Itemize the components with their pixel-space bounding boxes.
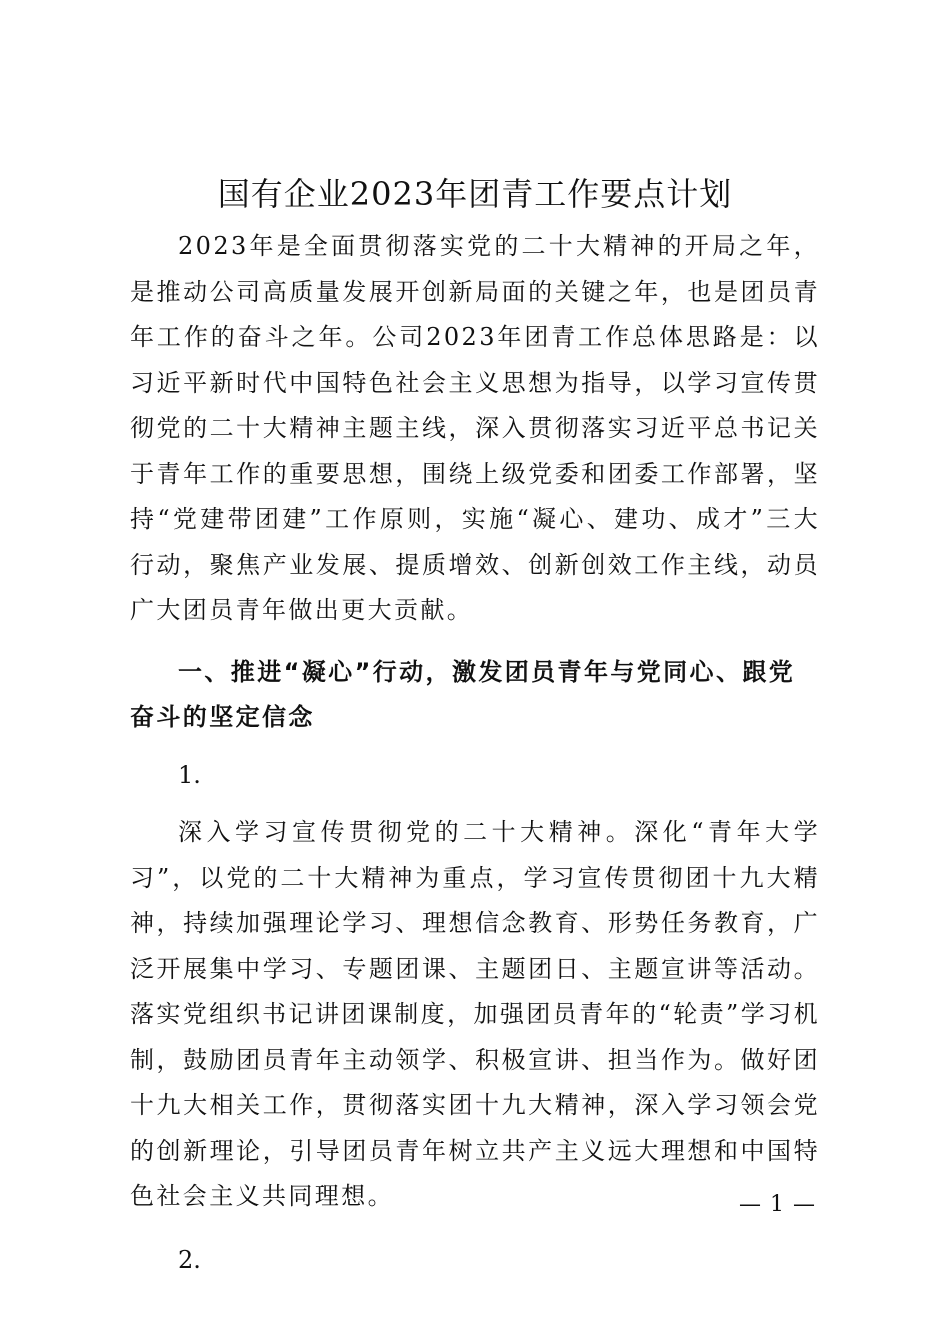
document-body — [130, 164, 820, 1295]
item-number-1: 1. — [178, 760, 201, 789]
page-number: — 1 — — [739, 1192, 816, 1217]
section-heading-1: 一、推进“凝心”行动，激发团员青年与党同心、跟党奋斗的坚定信念 — [130, 657, 796, 731]
document-title: 国有企业2023年团青工作要点计划 — [217, 175, 733, 213]
item-number-2: 2. — [178, 1245, 201, 1274]
item-paragraph-1: 深入学习宣传贯彻党的二十大精神。深化“青年大学习”，以党的二十大精神为重点，学习宣传贯彻团十九大精神，持续加强理论学习、理想信念教育、形势任务教育，广泛开展集中学习、专题团课、主题团日、主题宣讲等活动。落实党组织书记讲团课制度，加强团员青年的“轮责”学习机制，鼓励团员青年主动领学、积极宣讲、担当作为。做好团十九大相关工作，贯彻落实团十九大精神，深入学习领会党的创新理论，引导团员青年树立共产主义远大理想和中国特色社会主义共同理想。 — [130, 818, 820, 1210]
intro-paragraph: 2023年是全面贯彻落实党的二十大精神的开局之年，是推动公司高质量发展开创新局面的关键之年，也是团员青年工作的奋斗之年。公司2023年团青工作总体思路是：以习近平新时代中国特色社会主义思想为指导，以学习宣传贯彻党的二十大精神主题主线，深入贯彻落实习近平总书记关于青年工作的重要思想，围绕上级党委和团委工作部署，坚持“党建带团建”工作原则，实施“凝心、建功、成才”三大行动，聚焦产业发展、提质增效、创新创效工作主线，动员广大团员青年做出更大贡献。 — [130, 232, 820, 624]
